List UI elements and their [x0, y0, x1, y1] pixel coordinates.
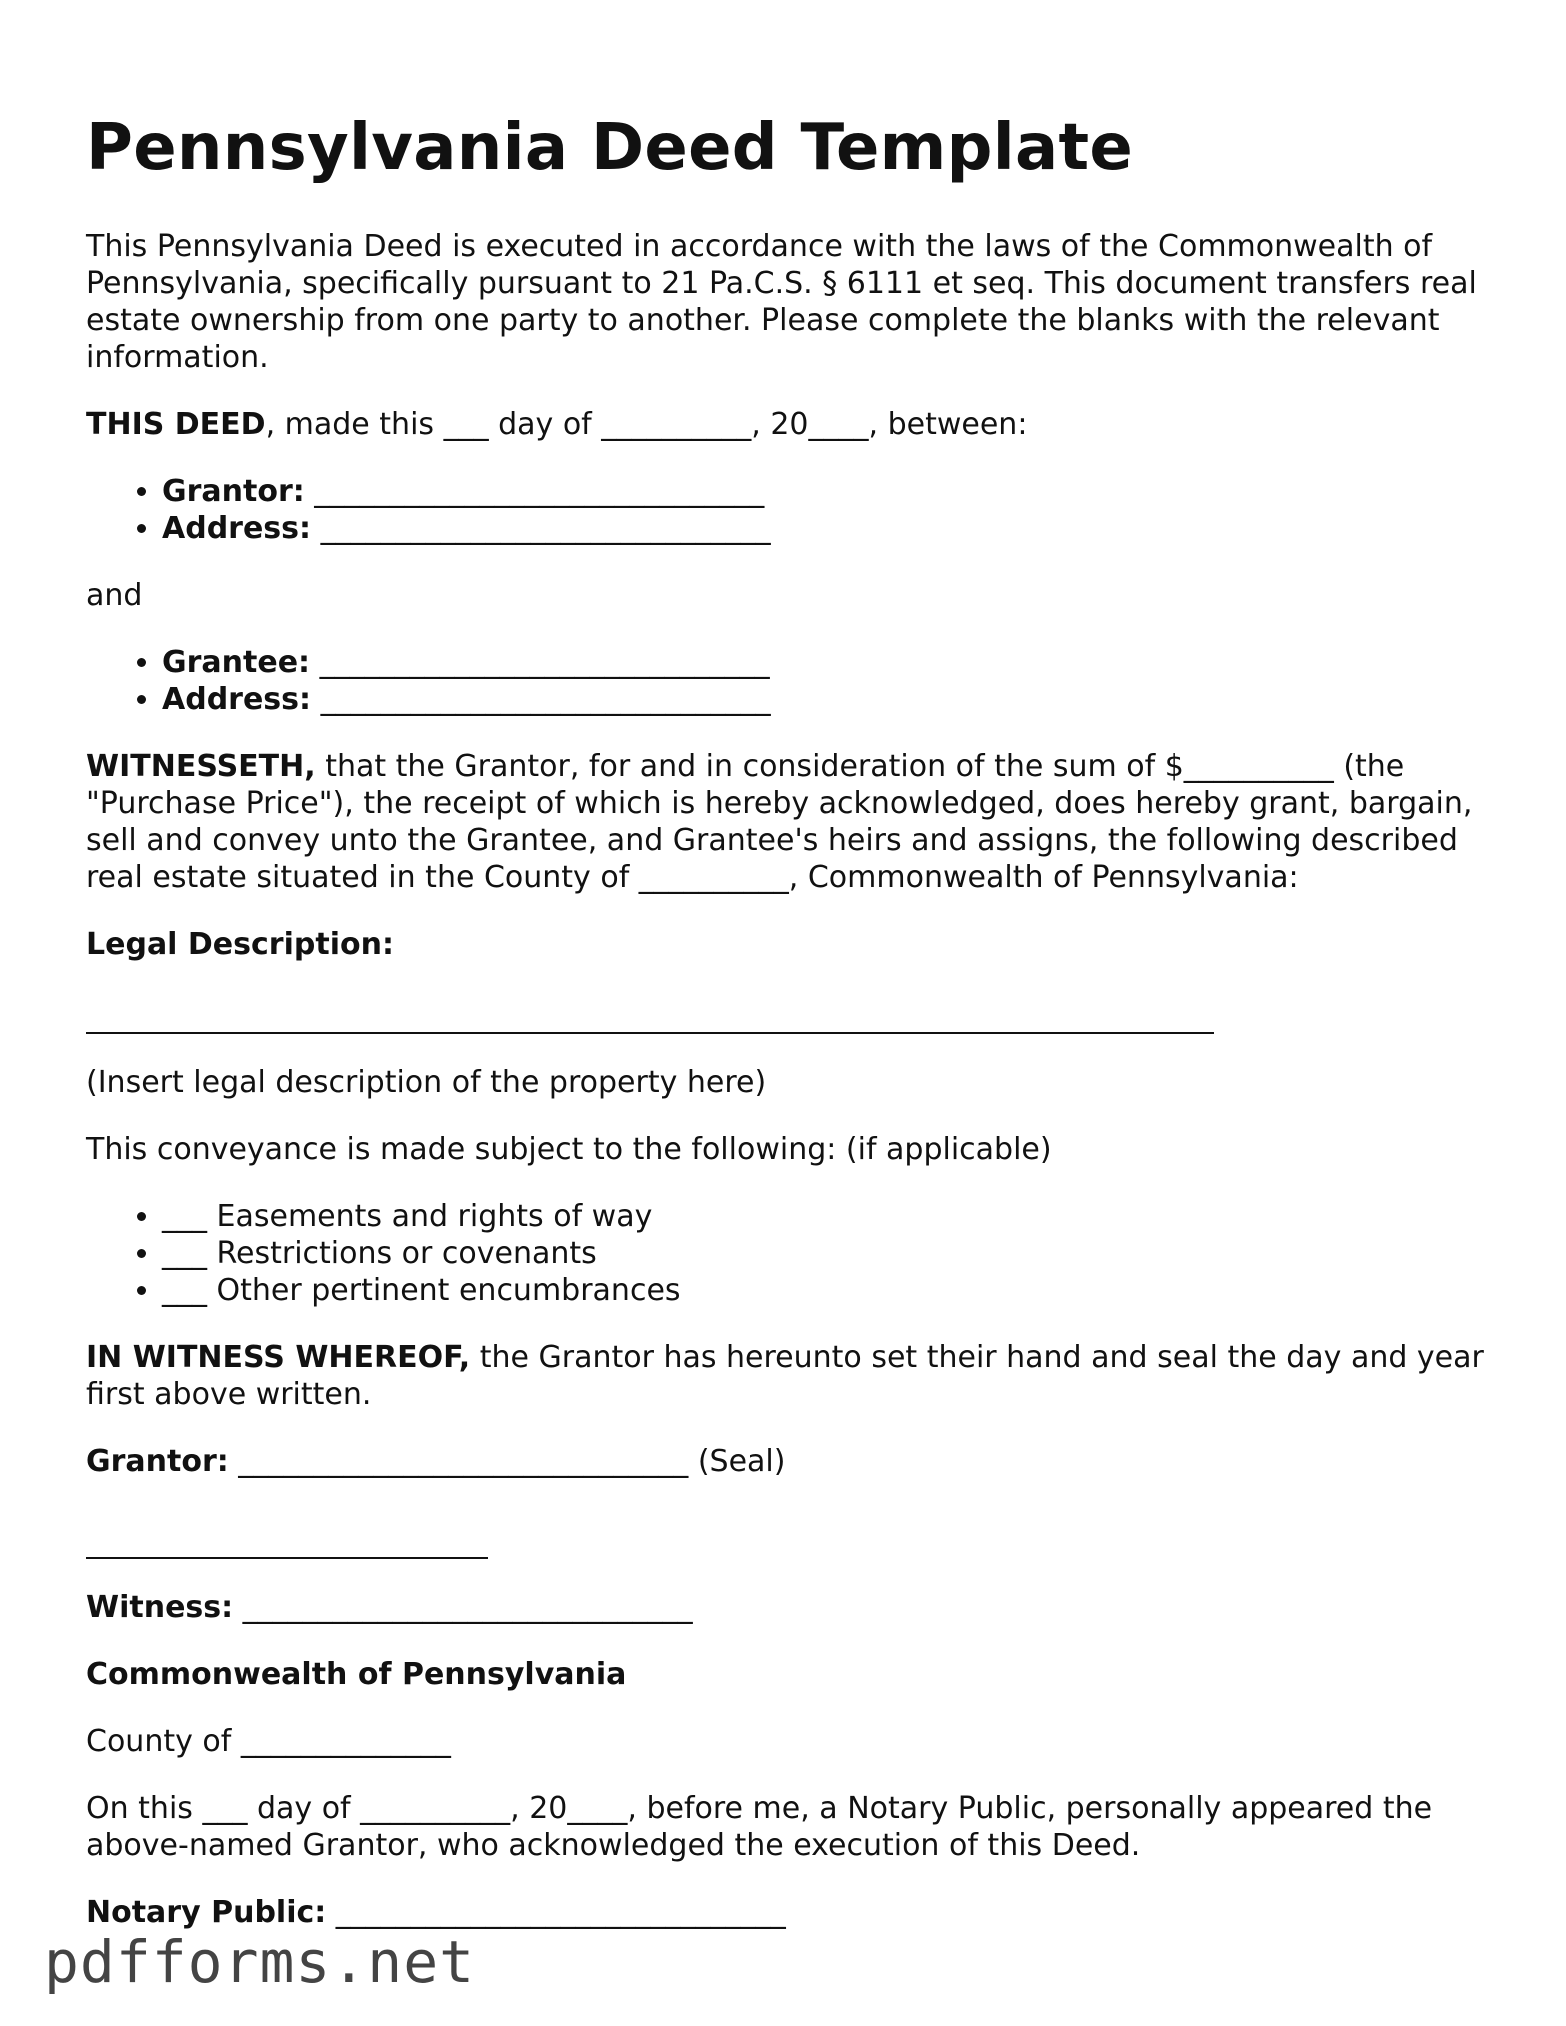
- witnesseth-text: that the Grantor, for and in consideration of the sum of $__________ (the "Purchase Price"), the receipt of which is hereby acknowledged, does hereby grant, bargain, sell and convey unto the Grantee, and Grantee's heirs and assigns, the following described real estate situated in the County of __________, Commonwealth of Pennsylvania:: [86, 749, 1473, 895]
- grantee-list: [86, 644, 1486, 718]
- grantee-blank: ______________________________: [310, 645, 770, 680]
- witnesseth-paragraph: [86, 748, 1486, 896]
- grantee-address-label: Address:: [162, 682, 312, 717]
- grantor-address-blank: ______________________________: [311, 511, 771, 546]
- deed-document: [86, 106, 1486, 1931]
- grantee-address-item: [162, 681, 1486, 718]
- grantor-blank: ______________________________: [304, 474, 765, 509]
- in-witness-lead: IN WITNESS WHEREOF,: [86, 1340, 471, 1375]
- grantor-signature-line: [86, 1443, 1486, 1480]
- conveyance-item: • ___ Restrictions or covenants: [162, 1235, 1486, 1272]
- grantor-label: Grantor:: [162, 474, 305, 509]
- notary-paragraph: On this ___ day of __________, 20____, before me, a Notary Public, personally appeared the above-named Grantor, who acknowledged the execution of this Deed.: [86, 1791, 1433, 1863]
- witness-signature-label: Witness:: [86, 1590, 234, 1625]
- grantor-signature-blank: ______________________________ (Seal): [228, 1444, 786, 1479]
- notary-signature-label: Notary Public:: [86, 1895, 327, 1930]
- and-text: and: [86, 578, 143, 613]
- grantee-name-item: [162, 644, 1486, 681]
- grantor-signature-label: Grantor:: [86, 1444, 229, 1479]
- conveyance-item: • ___ Easements and rights of way: [162, 1198, 1486, 1235]
- grantee-address-blank: ______________________________: [311, 682, 771, 717]
- intro-paragraph: This Pennsylvania Deed is executed in accordance with the laws of the Commonwealth of Pennsylvania, specifically pursuant to 21 Pa.C.S. § 6111 et seq. This document transfers real estate ownership from one party to another. Please complete the blanks with the relevant information.: [86, 229, 1477, 375]
- notary-signature-blank: ______________________________: [326, 1895, 786, 1930]
- county-line: County of ______________: [86, 1724, 451, 1759]
- grantor-address-label: Address:: [162, 511, 312, 546]
- grantor-list: [86, 473, 1486, 547]
- page-title: Pennsylvania Deed Template: [86, 111, 1134, 185]
- witness-signature-line: [86, 1589, 1486, 1626]
- deed-lead: THIS DEED: [86, 407, 266, 442]
- grantee-label: Grantee:: [162, 645, 311, 680]
- conveyance-intro: This conveyance is made subject to the following: (if applicable): [86, 1132, 1052, 1167]
- legal-description-heading: Legal Description:: [86, 927, 394, 962]
- in-witness-text: the Grantor has hereunto set their hand and seal the day and year first above written.: [86, 1340, 1484, 1412]
- legal-description-line: [86, 995, 1214, 1034]
- in-witness-paragraph: [86, 1339, 1486, 1413]
- witnesseth-lead: WITNESSETH,: [86, 749, 316, 784]
- conveyance-item: • ___ Other pertinent encumbrances: [162, 1272, 1486, 1309]
- legal-description-hint: (Insert legal description of the property here): [86, 1065, 767, 1100]
- conveyance-list: [86, 1198, 1486, 1309]
- notary-signature-line: [86, 1894, 1486, 1931]
- deed-date-text: , made this ___ day of __________, 20____, between:: [265, 407, 1028, 442]
- signature-underline: [86, 1520, 488, 1559]
- grantor-address-item: [162, 510, 1486, 547]
- deed-date-line: [86, 406, 1486, 443]
- grantor-name-item: [162, 473, 1486, 510]
- witness-signature-blank: ______________________________: [233, 1590, 693, 1625]
- commonwealth-heading: Commonwealth of Pennsylvania: [86, 1657, 627, 1692]
- watermark-logo: pdfforms.net: [44, 1928, 476, 1996]
